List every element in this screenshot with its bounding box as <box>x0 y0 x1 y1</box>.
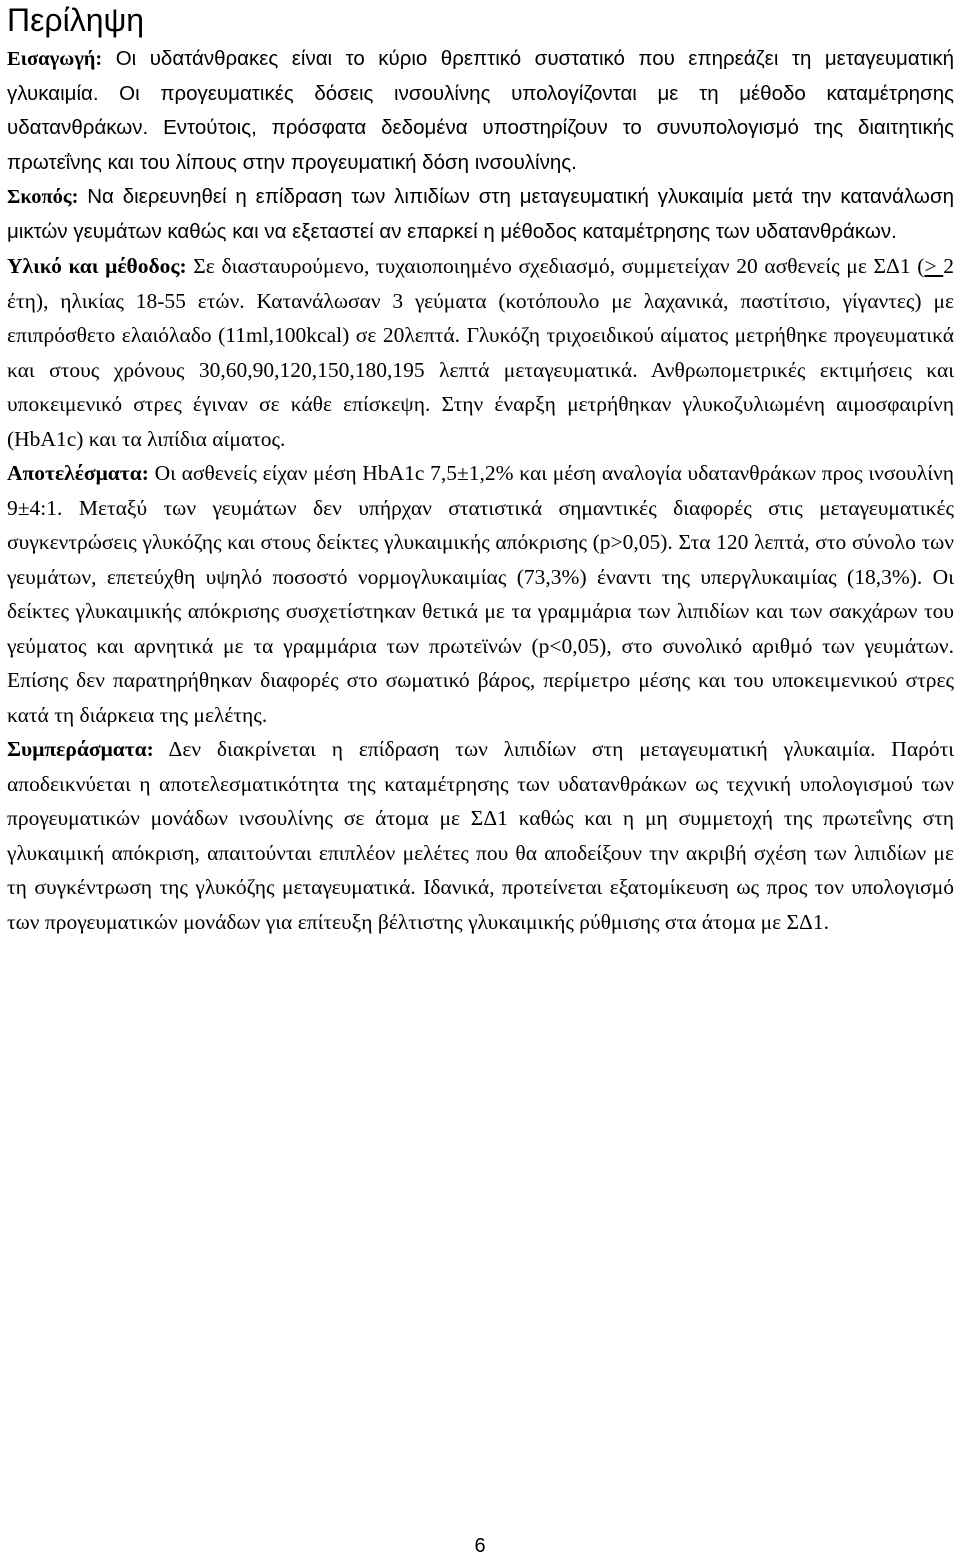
page-number: 6 <box>474 1535 486 1557</box>
methods-label: Υλικό και μέθοδος: <box>7 254 187 278</box>
aim-label: Σκοπός: <box>7 186 79 208</box>
greater-equal-symbol: > <box>924 254 944 278</box>
results-text: Οι ασθενείς είχαν μέση HbA1c 7,5±1,2% και μέση αναλογία υδατανθράκων προς ινσουλίνη 9±4:1. Μεταξύ των γευμάτων δεν υπήρχαν στατιστικά σημαντικές διαφορές στις μεταγευματικές συγκεντρώσεις γλυκόζης και στους δείκτες γλυκαιμικής απόκρισης (p>0,05). Στα 120 λεπτά, στο σύνολο των γευμάτων, επετεύχθη υψηλό ποσοστό νορμογλυκαιμίας (73,3%) έναντι της υπεργλυκαιμίας (18,3%). Οι δείκτες γλυκαιμικής απόκρισης συσχετίστηκαν θετικά με τα γραμμάρια των λιπιδίων και των σακχάρων του γεύματος και αρνητικά με τα γραμμάρια των πρωτεϊνών (p<0,05), στο συνολικό αριθμό των γευμάτων. Επίσης δεν παρατηρήθηκαν διαφορές στο σωματικό βάρος, περίμετρο μέσης και του υποκειμενικού στρες κατά τη διάρκεια της μελέτης. <box>7 461 954 727</box>
methods-text-before: Σε διασταυρούμενο, τυχαιοποιημένο σχεδιασμό, συμμετείχαν 20 ασθενείς με ΣΔ1 ( <box>186 254 925 278</box>
conclusions-label: Συμπεράσματα: <box>7 737 154 761</box>
conclusions-text: Δεν διακρίνεται η επίδραση των λιπιδίων στη μεταγευματική γλυκαιμία. Παρότι αποδεικνύεται η αποτελεσματικότητα της καταμέτρησης των υδατανθράκων ως τεχνική υπολογισμού των προγευματικών μονάδων ινσουλίνης σε άτομα με ΣΔ1 καθώς και η μη συμμετοχή της πρωτεΐνης στη γλυκαιμική απόκριση, απαιτούνται επιπλέον μελέτες που θα αποδείξουν την ακριβή σχέση των λιπιδίων με τη συγκέντρωση της γλυκόζης μεταγευματικά. Ιδανικά, προτείνεται εξατομίκευση ως προς τον υπολογισμό των προγευματικών μονάδων για επίτευξη βέλτιστης γλυκαιμικής ρύθμισης στα άτομα με ΣΔ1. <box>7 737 954 934</box>
intro-label: Εισαγωγή: <box>7 48 103 70</box>
methods-text-after: 2 έτη), ηλικίας 18-55 ετών. Κατανάλωσαν 3 γεύματα (κοτόπουλο με λαχανικά, παστίτσιο, γίγαντες) με επιπρόσθετο ελαιόλαδο (11ml,100kcal) σε 20λεπτά. Γλυκόζη τριχοειδικού αίματος μετρήθηκε προγευματικά και στους χρόνους 30,60,90,120,150,180,195 λεπτά μεταγευματικά. Ανθρωπομετρικές εκτιμήσεις και υποκειμενικό στρες έγιναν σε κάθε επίσκεψη. Στην έναρξη μετρήθηκαν γλυκοζυλιωμένη αιμοσφαιρίνη (HbA1c) και τα λιπίδια αίματος. <box>7 254 954 451</box>
page-title: Περίληψη <box>7 2 145 38</box>
results-label: Αποτελέσματα: <box>7 461 149 485</box>
intro-section <box>7 42 954 180</box>
intro-text: Οι υδατάνθρακες είναι το κύριο θρεπτικό συστατικό που επηρεάζει τη μεταγευματική γλυκαιμία. Οι προγευματικές δόσεις ινσουλίνης υπολογίζονται με τη μέθοδο καταμέτρησης υδατανθράκων. Εντούτοις, πρόσφατα δεδομένα υποστηρίζουν το συνυπολογισμό της διαιτητικής πρωτεΐνης και του λίπους στην προγευματική δόση ινσουλίνης. <box>7 47 954 174</box>
aim-section <box>7 180 954 249</box>
conclusions-section <box>7 732 954 939</box>
document-page <box>7 0 954 939</box>
methods-section <box>7 249 954 456</box>
results-section <box>7 456 954 732</box>
aim-text: Να διερευνηθεί η επίδραση των λιπιδίων στη μεταγευματική γλυκαιμία μετά την κατανάλωση μικτών γευμάτων καθώς και να εξεταστεί αν επαρκεί η μέθοδος καταμέτρησης των υδατανθράκων. <box>7 185 954 243</box>
